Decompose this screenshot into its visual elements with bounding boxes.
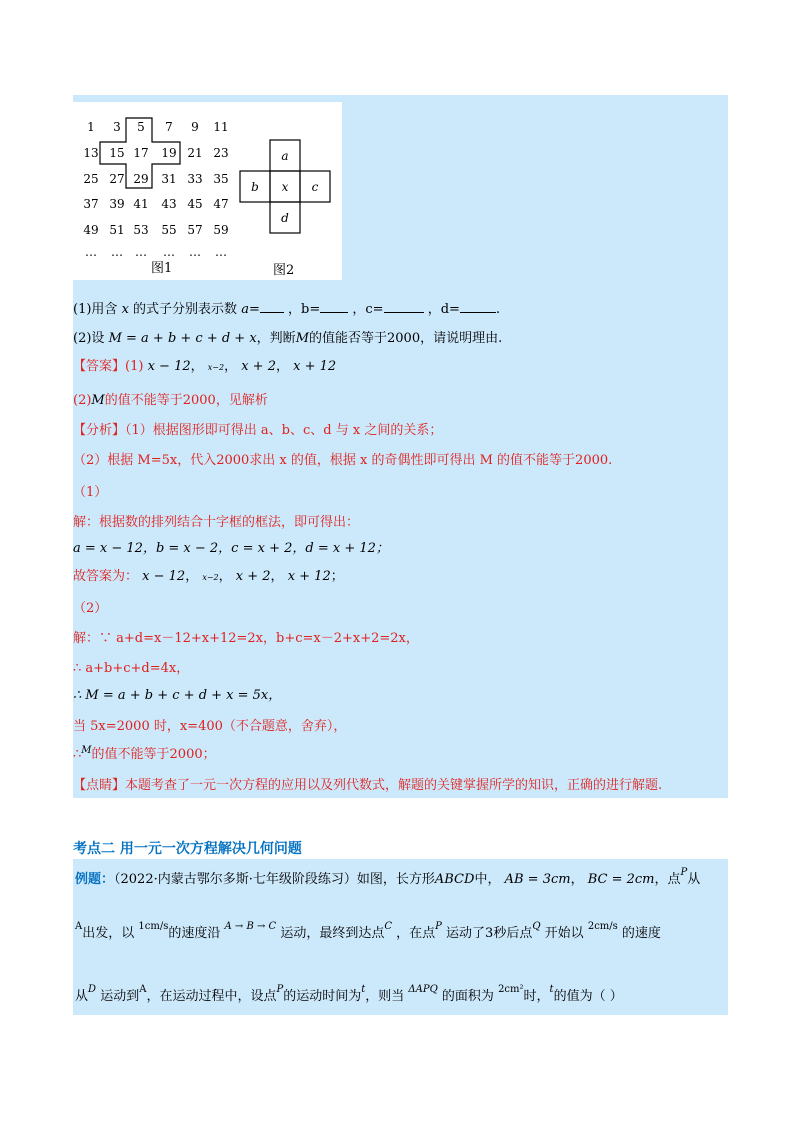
grid-number: 55 bbox=[161, 223, 177, 237]
question-1 bbox=[73, 300, 500, 319]
q1-a-label: a= bbox=[241, 302, 260, 317]
number-grid bbox=[83, 120, 228, 259]
answer-tag: 【答案】 bbox=[73, 359, 126, 374]
blank-a bbox=[260, 300, 284, 313]
grid-number: 57 bbox=[187, 223, 203, 237]
grid-number: 5 bbox=[137, 120, 145, 134]
grid-number: 9 bbox=[191, 120, 199, 134]
example-p-3: P bbox=[276, 984, 284, 995]
example-C: C bbox=[384, 921, 393, 932]
cross-bottom-label: d bbox=[281, 211, 289, 225]
q1-var: x bbox=[121, 302, 129, 317]
analysis-tag: 【分析】 bbox=[73, 423, 126, 438]
grid-number: 3 bbox=[113, 120, 121, 134]
comment-line bbox=[73, 777, 662, 795]
example-line1b: 中， bbox=[474, 872, 501, 887]
grid-number: 25 bbox=[83, 172, 99, 186]
example-line2f: 开始以 bbox=[544, 926, 584, 941]
example-line3g: 时， bbox=[523, 989, 550, 1004]
example-line3h: 的值为（ ） bbox=[553, 989, 623, 1004]
cross-center-label: x bbox=[281, 180, 289, 194]
cross-left-label: b bbox=[251, 180, 259, 194]
q1-d-label: ，d= bbox=[427, 302, 460, 317]
answer-line-2 bbox=[73, 392, 268, 410]
answer-label: (1) bbox=[125, 359, 144, 374]
sol1-ans-prefix: 故答案为： bbox=[73, 569, 139, 584]
q2-var: M bbox=[295, 331, 309, 346]
grid-number: 39 bbox=[109, 197, 125, 211]
grid-number: 27 bbox=[109, 172, 125, 186]
sol2-var: M bbox=[81, 745, 92, 756]
example-line2b: 的速度沿 bbox=[168, 926, 221, 941]
q2-text: 的值能否等于2000，请说明理由. bbox=[309, 331, 503, 346]
grid-number: … bbox=[135, 245, 147, 259]
analysis-line-1 bbox=[73, 422, 442, 440]
q1-end: . bbox=[495, 302, 501, 317]
grid-number: 41 bbox=[133, 197, 149, 211]
q1-c-label: ，c= bbox=[352, 302, 384, 317]
example-line2a: 出发，以 bbox=[82, 926, 135, 941]
q1-b-label: ，b= bbox=[288, 302, 321, 317]
grid-number: … bbox=[111, 245, 123, 259]
example-line-1: 例题：（2022·内蒙古鄂尔多斯·七年级阶段练习）如图，长方形ABCD中， AB = 3cm， BC = 2cm，点$^P$从 bbox=[75, 867, 701, 887]
analysis-line1: （1）根据图形即可得出 a、b、c、d 与 x 之间的关系； bbox=[125, 423, 443, 438]
grid-number: 51 bbox=[109, 223, 125, 237]
sol1-equations: a = x − 12，b = x − 2，c = x + 2，d = x + 12； bbox=[73, 541, 389, 556]
comment-tag: 【点睛】 bbox=[73, 778, 126, 793]
example-area: 2cm² bbox=[498, 984, 524, 995]
grid-number: 23 bbox=[213, 146, 229, 160]
example-A-2: A bbox=[139, 984, 147, 995]
fig2-caption: 图2 bbox=[273, 263, 295, 278]
answer-line-1: 【答案】(1) x − 12， x−2， x + 2， x + 12 bbox=[73, 359, 337, 374]
example-t-2: t bbox=[549, 984, 554, 995]
blank-b bbox=[320, 300, 348, 313]
sol2-line2: ∴ a+b+c+d=4x， bbox=[73, 661, 190, 676]
example-line2c: 运动，最终到达点 bbox=[280, 926, 385, 941]
example-line-2 bbox=[75, 922, 661, 941]
grid-number: 33 bbox=[187, 172, 203, 186]
comment-text: 本题考查了一元一次方程的应用以及列代数式，解题的关键掌握所学的知识，正确的进行解题. bbox=[125, 778, 663, 793]
example-p-2: P bbox=[435, 921, 442, 932]
cross-right-label: c bbox=[311, 180, 319, 194]
example-line2d: ，在点 bbox=[396, 926, 436, 941]
example-path: A → B → C bbox=[224, 921, 277, 932]
q2-formula: M = a + b + c + d + x bbox=[108, 331, 257, 346]
answer2-text: 的值不能等于2000，见解析 bbox=[104, 393, 268, 408]
q2-mid: ，判断 bbox=[256, 331, 296, 346]
grid-number: 53 bbox=[133, 223, 149, 237]
grid-number: 1 bbox=[87, 120, 95, 134]
example-line3e: ，则当 bbox=[365, 989, 405, 1004]
sol2-line3: ∴ M = a + b + c + d + x = 5x， bbox=[73, 688, 282, 703]
sol1-c: x + 2 bbox=[235, 569, 271, 584]
example-line1a: （2022·内蒙古鄂尔多斯·七年级阶段练习）如图，长方形 bbox=[114, 872, 435, 887]
sol1-a: x − 12 bbox=[142, 569, 186, 584]
example-line3c: ，在运动过程中，设点 bbox=[146, 989, 277, 1004]
sol1-label: （1） bbox=[73, 485, 108, 500]
figure-svg bbox=[73, 102, 342, 280]
example-A: A bbox=[75, 921, 83, 932]
grid-number: … bbox=[215, 245, 227, 259]
answer-b: x−2 bbox=[207, 363, 225, 372]
analysis-line2: （2）根据 M=5x，代入2000求出 x 的值，根据 x 的奇偶性即可得出 M 的值不能等于2000. bbox=[73, 453, 613, 468]
grid-number: 47 bbox=[213, 197, 229, 211]
example-line3f: 的面积为 bbox=[441, 989, 494, 1004]
grid-number: 49 bbox=[83, 223, 99, 237]
question-2 bbox=[73, 330, 502, 348]
q2-prefix: (2)设 bbox=[73, 331, 105, 346]
example-line2e: 运动了3秒后点 bbox=[446, 926, 533, 941]
example-line3a: 从 bbox=[75, 989, 89, 1004]
example-abcd: ABCD bbox=[434, 872, 475, 887]
analysis-line-2 bbox=[73, 452, 612, 470]
answer-d: x + 12 bbox=[293, 359, 337, 374]
section-heading: 考点二 用一元一次方程解决几何问题 bbox=[73, 841, 302, 857]
grid-number: 21 bbox=[187, 146, 203, 160]
sol2-line5 bbox=[73, 746, 216, 765]
grid-number: 11 bbox=[213, 120, 229, 134]
sol2-line4: 当 5x=2000 时，x=400（不合题意，舍弃）， bbox=[73, 719, 347, 734]
grid-number: … bbox=[189, 245, 201, 259]
grid-number: 43 bbox=[161, 197, 177, 211]
sol1-answer: 故答案为： x − 12， x−2， x + 2， x + 12； bbox=[73, 569, 344, 584]
answer2-var: M bbox=[91, 393, 105, 408]
example-t: t bbox=[361, 984, 366, 995]
example-line3d: 的运动时间为 bbox=[283, 989, 362, 1004]
sol2-label: （2） bbox=[73, 601, 108, 616]
sol2-line1: 解：∵ a+d=x－12+x+12=2x，b+c=x－2+x+2=2x， bbox=[73, 631, 419, 646]
example-line1d: 从 bbox=[687, 872, 701, 887]
grid-number: 19 bbox=[161, 146, 177, 160]
example-speed2: 2cm/s bbox=[587, 921, 618, 932]
sol2-therefore: ∴ bbox=[73, 747, 82, 762]
example-line2g: 的速度 bbox=[621, 926, 661, 941]
example-ab: AB = 3cm bbox=[504, 872, 571, 887]
grid-number: 35 bbox=[213, 172, 229, 186]
grid-number: 31 bbox=[161, 172, 177, 186]
grid-number: 59 bbox=[213, 223, 229, 237]
cross-top-label: a bbox=[281, 149, 289, 163]
sol2-line5-text: 的值不能等于2000； bbox=[91, 747, 216, 762]
grid-number: 17 bbox=[133, 146, 149, 160]
q1-text: 的式子分别表示数 bbox=[133, 302, 238, 317]
grid-number: … bbox=[85, 245, 97, 259]
example-line1c: ，点 bbox=[654, 872, 681, 887]
figure-area bbox=[73, 102, 342, 280]
sol1-intro: 解：根据数的排列结合十字框的框法，即可得出： bbox=[73, 515, 360, 530]
grid-number: 15 bbox=[109, 146, 125, 160]
answer2-prefix: (2) bbox=[73, 393, 92, 408]
sol1-b: x−2 bbox=[202, 573, 219, 582]
grid-number: 7 bbox=[165, 120, 173, 134]
example-line3b: 运动到 bbox=[100, 989, 140, 1004]
example-Q: Q bbox=[532, 921, 541, 932]
answer-c: x + 2 bbox=[241, 359, 276, 374]
example-tag: 例题： bbox=[75, 872, 115, 887]
example-line-3 bbox=[75, 985, 623, 1004]
example-p: P bbox=[680, 867, 688, 878]
grid-number: 29 bbox=[133, 172, 149, 186]
grid-number: 45 bbox=[187, 197, 203, 211]
example-apq: ΔAPQ bbox=[408, 984, 438, 995]
grid-number: 13 bbox=[83, 146, 99, 160]
fig1-caption: 图1 bbox=[151, 261, 173, 276]
example-bc: BC = 2cm bbox=[587, 872, 655, 887]
example-speed1: 1cm/s bbox=[138, 921, 169, 932]
sol1-d: x + 12 bbox=[287, 569, 331, 584]
answer-a: x − 12 bbox=[147, 359, 191, 374]
q1-prefix: (1)用含 bbox=[73, 302, 118, 317]
blank-c bbox=[384, 300, 424, 313]
grid-number: 37 bbox=[83, 197, 99, 211]
blank-d bbox=[460, 300, 496, 313]
grid-number: … bbox=[163, 245, 175, 259]
example-D: D bbox=[88, 984, 97, 995]
